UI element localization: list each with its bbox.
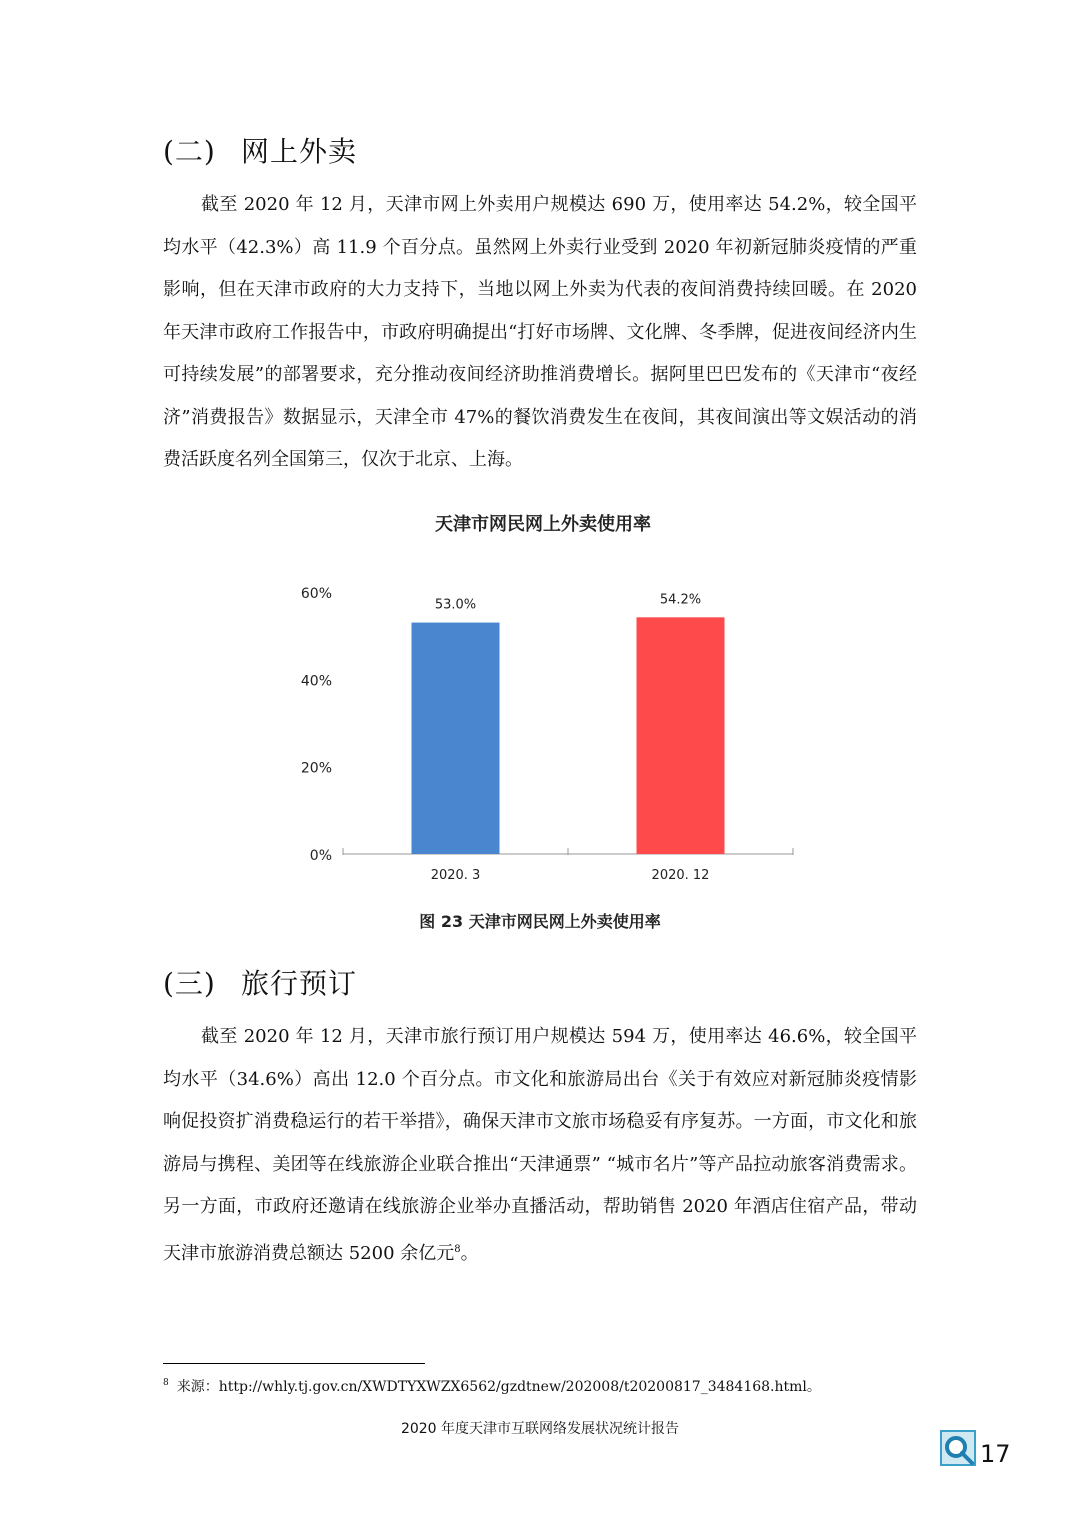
y-tick-label: 40% [300, 673, 332, 690]
travel-paragraph [163, 1016, 917, 1275]
x-category-label: 2020. 12 [651, 868, 710, 883]
bar-1 [412, 623, 500, 854]
search-magnifier-icon [940, 1430, 976, 1466]
figure-caption: 图 23 天津市网民网上外卖使用率 [419, 912, 661, 931]
chart-title: 天津市网民网上外卖使用率 [435, 514, 651, 535]
section-number: (三) [163, 967, 216, 1000]
section-number: (二) [163, 135, 216, 168]
y-tick-label: 20% [300, 760, 332, 777]
y-tick-label: 60% [300, 586, 332, 602]
section-heading-travel [163, 962, 357, 1002]
bar-value-label: 54.2% [659, 592, 702, 608]
footnote-reference[interactable]: 8 [454, 1243, 461, 1255]
y-tick-label: 0% [309, 848, 332, 864]
page-number: 17 [980, 1440, 1011, 1468]
footnote-divider [163, 1363, 425, 1364]
footnote-marker: 8 [163, 1378, 169, 1389]
travel-paragraph-text: 截至 2020 年 12 月，天津市旅行预订用户规模达 594 万，使用率达 46.6%，较全国平均水平（34.6%）高出 12.0 个百分点。市文化和旅游局出台《关于有效应对新冠肺炎疫情影响促投资扩消费稳运行的若干举措》，确保天津市文旅市场稳妥有序复苏。一方面，市文化和旅游局与携程、美团等在线旅游企业联合推出“天津通票” “城市名片”等产品拉动旅客消费需求。另一方面，市政府还邀请在线旅游企业举办直播活动，帮助销售 2020 年酒店住宿产品，带动天津市旅游消费总额达 5200 余亿元 [163, 1026, 917, 1264]
x-category-label: 2020. 3 [430, 868, 481, 883]
travel-paragraph-end: 。 [460, 1242, 479, 1264]
bar-value-label: 53.0% [434, 597, 477, 613]
footnote [163, 1376, 821, 1396]
takeout-paragraph: 截至 2020 年 12 月，天津市网上外卖用户规模达 690 万，使用率达 54.2%，较全国平均水平（42.3%）高 11.9 个百分点。虽然网上外卖行业受到 2020 年初新冠肺炎疫情的严重影响，但在天津市政府的大力支持下，当地以网上外卖为代表的夜间消费持续回暖。在 2020 年天津市政府工作报告中，市政府明确提出“打好市场牌、文化牌、冬季牌，促进夜间经济内生可持续发展”的部署要求，充分推动夜间经济助推消费增长。据阿里巴巴发布的《天津市“夜经济”消费报告》数据显示，天津全市 47%的餐饮消费发生在夜间，其夜间演出等文娱活动的消费活跃度名列全国第三，仅次于北京、上海。 [163, 194, 917, 470]
section-title: 网上外卖 [241, 135, 358, 168]
section-title: 旅行预订 [241, 967, 358, 1000]
report-title: 2020 年度天津市互联网络发展状况统计报告 [400, 1421, 680, 1437]
bar-2 [637, 617, 725, 854]
footnote-text[interactable]: 来源：http://whly.tj.gov.cn/XWDTYXWZX6562/gzdtnew/202008/t20200817_3484168.html。 [176, 1379, 821, 1395]
